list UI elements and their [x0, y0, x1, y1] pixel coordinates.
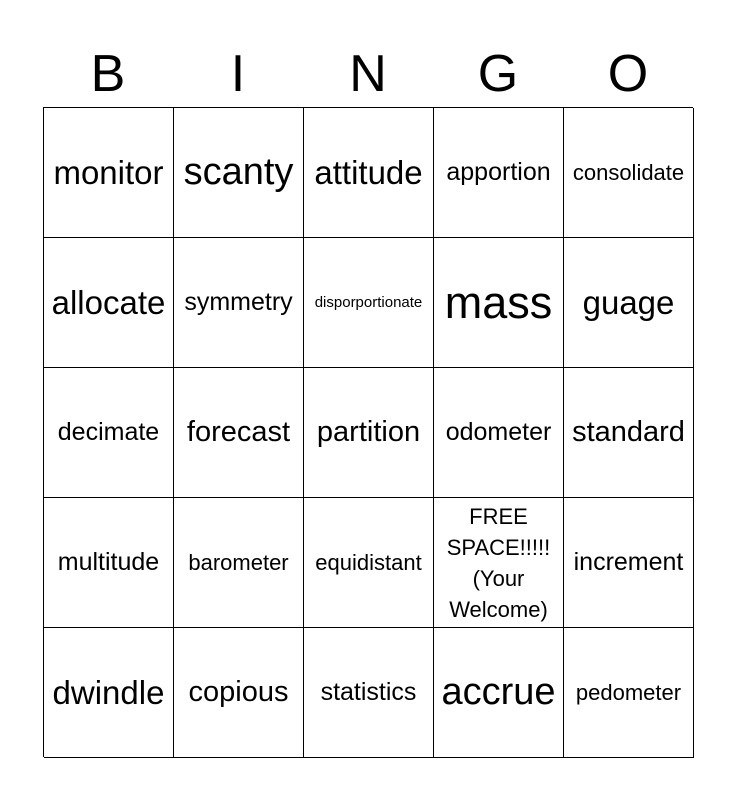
cell-word: symmetry [184, 288, 293, 317]
cell-word: barometer [188, 549, 289, 575]
cell-word: statistics [320, 678, 417, 707]
cell-word: increment [573, 548, 684, 577]
cell-word: equidistant [315, 549, 422, 575]
cell-word: monitor [53, 153, 164, 191]
cell-word: consolidate [572, 159, 685, 185]
header-letter-o: O [607, 45, 649, 103]
cell-word: disporportionate [314, 293, 423, 311]
bingo-cell[interactable] [564, 628, 694, 758]
cell-word: pedometer [575, 679, 682, 705]
cell-word: mass [444, 276, 553, 328]
cell-word: decimate [57, 418, 160, 447]
bingo-cell[interactable] [304, 628, 434, 758]
bingo-cell[interactable] [44, 238, 174, 368]
bingo-header [43, 44, 693, 104]
header-letter-g: G [477, 45, 519, 103]
bingo-cell[interactable] [174, 498, 304, 628]
bingo-cell[interactable] [434, 238, 564, 368]
bingo-cell[interactable] [44, 498, 174, 628]
bingo-cell[interactable] [304, 368, 434, 498]
bingo-cell[interactable] [564, 238, 694, 368]
cell-word: allocate [51, 283, 166, 321]
bingo-card [43, 107, 693, 757]
cell-word: odometer [445, 418, 552, 447]
cell-word: scanty [183, 150, 294, 193]
cell-word: accrue [441, 670, 556, 713]
cell-word: multitude [57, 548, 160, 577]
header-letter-n: N [349, 45, 387, 103]
header-letter-i: I [230, 45, 246, 103]
bingo-cell[interactable] [174, 628, 304, 758]
cell-word: partition [316, 415, 421, 448]
bingo-cell[interactable] [564, 498, 694, 628]
bingo-cell[interactable] [174, 238, 304, 368]
cell-word: dwindle [52, 673, 165, 711]
cell-word: copious [188, 675, 289, 708]
free-space-text: FREE SPACE!!!!! (Your Welcome) [446, 503, 551, 622]
free-space-cell[interactable] [434, 498, 564, 628]
bingo-cell[interactable] [304, 238, 434, 368]
cell-word: apportion [446, 158, 551, 187]
cell-word: attitude [314, 153, 423, 191]
cell-word: standard [572, 415, 685, 448]
bingo-cell[interactable] [564, 108, 694, 238]
bingo-cell[interactable] [434, 628, 564, 758]
bingo-cell[interactable] [44, 628, 174, 758]
bingo-cell[interactable] [44, 368, 174, 498]
bingo-cell[interactable] [304, 498, 434, 628]
header-letter-b: B [90, 45, 126, 103]
bingo-cell[interactable] [434, 368, 564, 498]
cell-word: guage [582, 283, 675, 321]
bingo-cell[interactable] [174, 368, 304, 498]
bingo-cell[interactable] [304, 108, 434, 238]
bingo-cell[interactable] [44, 108, 174, 238]
bingo-cell[interactable] [564, 368, 694, 498]
bingo-cell[interactable] [434, 108, 564, 238]
cell-word: forecast [186, 415, 291, 448]
bingo-cell[interactable] [174, 108, 304, 238]
